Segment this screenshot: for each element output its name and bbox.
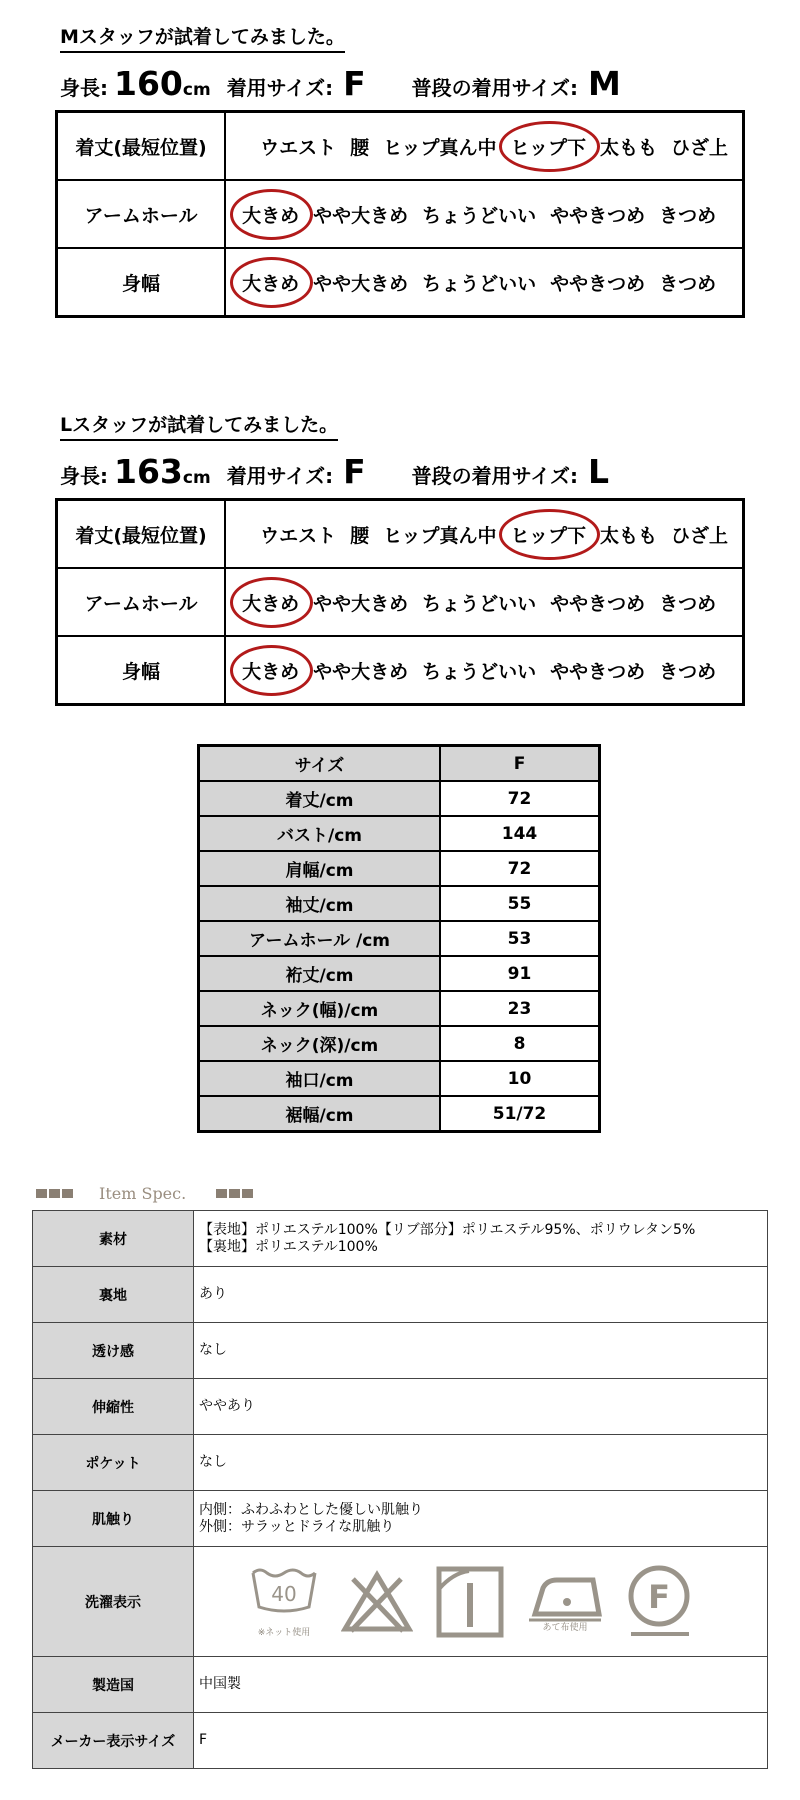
fit-option: きつめ — [659, 272, 717, 295]
size-row — [199, 1026, 600, 1061]
size-row — [199, 851, 600, 886]
height-value: 163 — [114, 452, 183, 491]
fit-option: やや大きめ — [313, 660, 409, 683]
fit-row-armhole — [57, 568, 744, 636]
fit-options — [226, 657, 742, 684]
fit-option: 腰 — [350, 524, 370, 547]
staff-m-size-line — [60, 64, 621, 103]
wear-size-value: F — [343, 64, 366, 103]
staff-l-fit-table — [55, 498, 745, 706]
fit-row-length — [57, 112, 744, 181]
spec-label: 裏地 — [33, 1267, 194, 1323]
spec-label: 透け感 — [33, 1323, 194, 1379]
iron-cloth-icon — [527, 1570, 603, 1633]
fit-options — [226, 133, 742, 160]
fit-option: ややきつめ — [550, 272, 646, 295]
spec-label: メーカー表示サイズ — [33, 1713, 194, 1769]
usual-size-value: L — [588, 452, 610, 491]
fit-option: 太もも — [599, 524, 657, 547]
staff-l-title: Lスタッフが試着してみました。 — [60, 410, 338, 441]
fit-row-label: 着丈(最短位置) — [57, 112, 226, 181]
size-row — [199, 991, 600, 1026]
fit-option: ちょうどいい — [422, 660, 537, 683]
dry-clean-letter: F — [648, 1577, 670, 1616]
spec-value: なし — [194, 1323, 768, 1379]
fit-option-selected: 大きめ — [242, 589, 299, 616]
fit-option: ちょうどいい — [422, 272, 537, 295]
height-unit: cm — [182, 80, 211, 100]
fit-option: ややきつめ — [550, 660, 646, 683]
size-row — [199, 921, 600, 956]
size-row — [199, 816, 600, 851]
height-value: 160 — [114, 64, 183, 103]
fit-option: やや大きめ — [313, 204, 409, 227]
fit-options — [226, 201, 742, 228]
wear-size-value: F — [343, 452, 366, 491]
size-row-value: 91 — [440, 956, 600, 991]
fit-option: きつめ — [659, 592, 717, 615]
size-row — [199, 781, 600, 816]
wash-40-net-icon — [249, 1565, 319, 1638]
spec-value — [194, 1211, 768, 1267]
spec-row-origin — [33, 1657, 768, 1713]
size-header-row — [199, 746, 600, 782]
spec-row-stretch — [33, 1379, 768, 1435]
material-line: 【裏地】ポリエステル100% — [199, 1238, 378, 1255]
size-row-value: 53 — [440, 921, 600, 956]
spec-row-lining — [33, 1267, 768, 1323]
height-label: 身長: — [60, 464, 108, 488]
fit-options — [226, 269, 742, 296]
spec-row-texture — [33, 1491, 768, 1547]
fit-option: ヒップ真ん中 — [383, 524, 497, 547]
spec-label: 製造国 — [33, 1657, 194, 1713]
fit-row-label: 着丈(最短位置) — [57, 500, 226, 569]
wash-temp-text: 40 — [271, 1582, 297, 1606]
spec-value: あり — [194, 1267, 768, 1323]
fit-option: ひざ上 — [670, 136, 728, 159]
size-row-label: 袖丈/cm — [199, 886, 441, 921]
size-row-label: 裾幅/cm — [199, 1096, 441, 1132]
fit-option: ややきつめ — [550, 592, 646, 615]
fit-option: ウエスト — [260, 524, 337, 547]
spec-value: ややあり — [194, 1379, 768, 1435]
spec-row-care — [33, 1547, 768, 1657]
iron-caption: あて布使用 — [542, 1623, 588, 1633]
spec-row-material — [33, 1211, 768, 1267]
size-row-label: 袖口/cm — [199, 1061, 441, 1096]
fit-row-label: 身幅 — [57, 248, 226, 317]
fit-row-body-width — [57, 248, 744, 317]
fit-row-armhole — [57, 180, 744, 248]
fit-option: やや大きめ — [313, 592, 409, 615]
size-row-label: ネック(深)/cm — [199, 1026, 441, 1061]
size-header-value: F — [440, 746, 600, 782]
size-row-value: 72 — [440, 781, 600, 816]
wear-size-label: 着用サイズ: — [226, 76, 334, 100]
fit-option: きつめ — [659, 660, 717, 683]
square-bullets-icon — [216, 1189, 253, 1198]
wash-caption: ※ネット使用 — [257, 1628, 311, 1638]
fit-options — [226, 521, 742, 548]
size-row-value: 10 — [440, 1061, 600, 1096]
size-header-label: サイズ — [199, 746, 441, 782]
fit-option: ひざ上 — [670, 524, 728, 547]
fit-option: ヒップ真ん中 — [383, 136, 497, 159]
size-row — [199, 1061, 600, 1096]
size-row-value: 72 — [440, 851, 600, 886]
texture-line: 内側：ふわふわとした優しい肌触り — [199, 1501, 423, 1518]
material-line: 【表地】ポリエステル100%【リブ部分】ポリエステル95%、ポリウレタン5% — [199, 1221, 696, 1238]
spec-value: F — [194, 1713, 768, 1769]
spec-label: ポケット — [33, 1435, 194, 1491]
wear-size-label: 着用サイズ: — [226, 464, 334, 488]
size-row-value: 23 — [440, 991, 600, 1026]
drip-dry-icon — [435, 1565, 505, 1639]
size-row-label: アームホール /cm — [199, 921, 441, 956]
spec-label: 伸縮性 — [33, 1379, 194, 1435]
staff-m-fit-table — [55, 110, 745, 318]
fit-option-selected: 大きめ — [242, 657, 299, 684]
fit-option: やや大きめ — [313, 272, 409, 295]
size-row-label: 肩幅/cm — [199, 851, 441, 886]
height-unit: cm — [182, 468, 211, 488]
size-row-label: ネック(幅)/cm — [199, 991, 441, 1026]
spec-row-pocket — [33, 1435, 768, 1491]
size-row-label: バスト/cm — [199, 816, 441, 851]
spec-row-sheer — [33, 1323, 768, 1379]
fit-option: 腰 — [350, 136, 370, 159]
staff-m-title: Mスタッフが試着してみました。 — [60, 22, 345, 53]
no-bleach-icon — [341, 1569, 413, 1635]
size-row-label: 裄丈/cm — [199, 956, 441, 991]
spec-value — [194, 1491, 768, 1547]
fit-row-length — [57, 500, 744, 569]
size-row-value: 51/72 — [440, 1096, 600, 1132]
fit-option: 太もも — [599, 136, 657, 159]
spec-label: 素材 — [33, 1211, 194, 1267]
staff-l-size-line — [60, 452, 609, 491]
size-row-value: 55 — [440, 886, 600, 921]
spec-value: 中国製 — [194, 1657, 768, 1713]
fit-option-selected: ヒップ下 — [511, 521, 586, 548]
spec-label: 洗濯表示 — [33, 1547, 194, 1657]
fit-option: きつめ — [659, 204, 717, 227]
square-bullets-icon — [36, 1189, 73, 1198]
fit-option: ウエスト — [260, 136, 337, 159]
fit-row-label: アームホール — [57, 180, 226, 248]
size-row — [199, 1096, 600, 1132]
size-row-label: 着丈/cm — [199, 781, 441, 816]
spec-row-maker-size — [33, 1713, 768, 1769]
fit-row-label: アームホール — [57, 568, 226, 636]
size-chart-table — [197, 744, 601, 1133]
fit-row-body-width — [57, 636, 744, 705]
height-label: 身長: — [60, 76, 108, 100]
fit-option: ちょうどいい — [422, 592, 537, 615]
dry-clean-f-icon — [625, 1564, 695, 1640]
usual-size-label: 普段の着用サイズ: — [411, 464, 579, 488]
fit-options — [226, 589, 742, 616]
texture-line: 外側：サラッとドライな肌触り — [199, 1518, 395, 1535]
spec-value: なし — [194, 1435, 768, 1491]
size-row — [199, 956, 600, 991]
care-symbols — [194, 1547, 768, 1657]
fit-option-selected: 大きめ — [242, 269, 299, 296]
fit-option: ちょうどいい — [422, 204, 537, 227]
item-spec-heading — [36, 1184, 253, 1203]
item-spec-title: Item Spec. — [99, 1184, 187, 1203]
fit-row-label: 身幅 — [57, 636, 226, 705]
fit-option-selected: ヒップ下 — [511, 133, 586, 160]
spec-label: 肌触り — [33, 1491, 194, 1547]
fit-option-selected: 大きめ — [242, 201, 299, 228]
usual-size-label: 普段の着用サイズ: — [411, 76, 579, 100]
item-spec-table — [32, 1210, 768, 1769]
fit-option: ややきつめ — [550, 204, 646, 227]
size-row-value: 8 — [440, 1026, 600, 1061]
size-row-value: 144 — [440, 816, 600, 851]
usual-size-value: M — [588, 64, 621, 103]
size-row — [199, 886, 600, 921]
